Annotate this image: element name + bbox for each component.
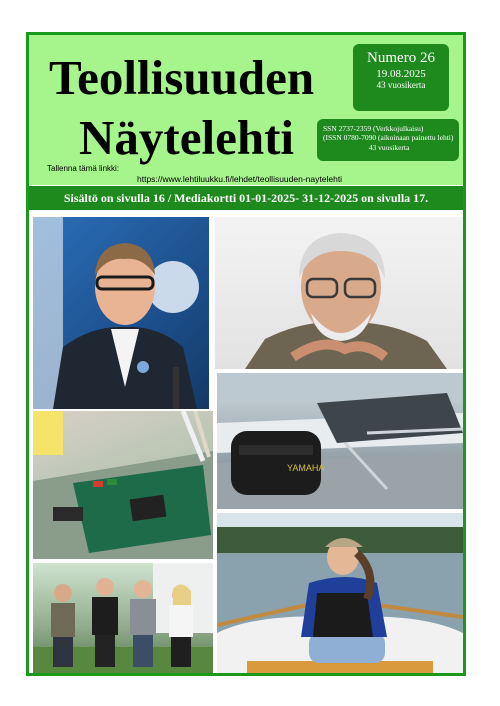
motorboat-outboard-engine-photo <box>217 373 463 509</box>
svg-text:YAMAHA: YAMAHA <box>287 463 325 473</box>
magazine-title-line1: Teollisuuden <box>49 50 315 105</box>
issn-info-box <box>317 119 459 161</box>
issue-number: Numero 26 <box>367 50 435 66</box>
contents-banner: Sisältö on sivulla 16 / Mediakortti 01-01-2025- 31-12-2025 on sivulla 17. <box>29 186 463 210</box>
issn-line-print: (ISSN 0780-7090 (aikoinaan painettu lehti) <box>323 133 454 143</box>
speaker-at-podium-photo <box>33 217 209 409</box>
magazine-link[interactable]: https://www.lehtiluukku.fi/lehdet/teollisuuden-naytelehti <box>137 174 343 184</box>
issue-date: 19.08.2025 <box>376 68 426 80</box>
elderly-man-portrait-photo <box>215 217 463 369</box>
magazine-cover <box>26 32 466 676</box>
issue-info-box <box>353 44 449 111</box>
circuit-board-electronics-photo <box>33 411 213 559</box>
masthead <box>29 35 463 185</box>
issue-volume: 43 vuosikerta <box>376 80 426 90</box>
magazine-title-line2: Näytelehti <box>79 110 294 165</box>
save-link-label: Tallenna tämä linkki: <box>47 164 120 173</box>
woman-rowing-boat-photo <box>217 513 463 673</box>
issn-line-online: SSN 2737-2359 (Verkkojulkaisu) <box>323 124 424 133</box>
issn-volume: 43 vuosikerta <box>368 142 410 152</box>
photo-collage <box>29 211 463 673</box>
four-people-group-photo <box>33 563 213 673</box>
